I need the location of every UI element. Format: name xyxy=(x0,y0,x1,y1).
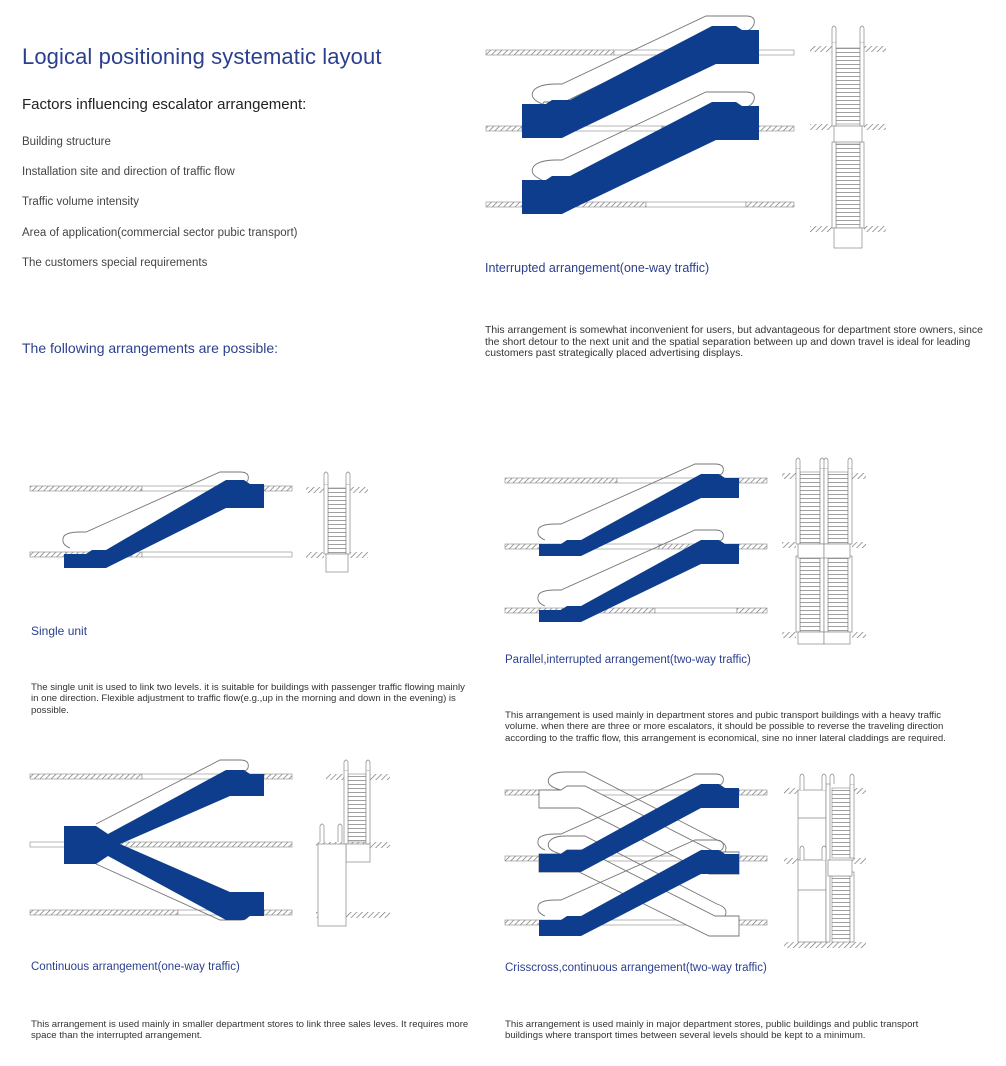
continuous-side-view-diagram xyxy=(30,760,300,930)
caption-interrupted: Interrupted arrangement(one-way traffic) xyxy=(485,261,710,275)
factor-item: Building structure xyxy=(22,136,111,148)
factor-item: Installation site and direction of traffic flow xyxy=(22,166,235,178)
continuous-front-view-diagram xyxy=(316,760,392,930)
description-parallel: This arrangement is used mainly in department stores and pubic transport buildings with a heavy traffic volume. when there are three or more escalators, it should be possible to reverse the traveling direction according to the traffic flow, this arrangement is economical, sine no inner lateral claddings are required. xyxy=(505,710,946,744)
caption-crisscross: Crisscross,continuous arrangement(two-way traffic) xyxy=(505,962,767,974)
description-interrupted: This arrangement is somewhat inconvenient for users, but advantageous for department store owners, since the short detour to the next unit and the spatial separation between up and down travel is ideal for leading customers past strategically placed advertising displays. xyxy=(485,325,983,360)
factor-item: Area of application(commercial sector pubic transport) xyxy=(22,227,298,239)
crisscross-front-view-diagram xyxy=(784,770,874,950)
caption-continuous: Continuous arrangement(one-way traffic) xyxy=(31,961,240,973)
arrangements-heading: The following arrangements are possible: xyxy=(22,340,279,356)
factor-item: Traffic volume intensity xyxy=(22,196,139,208)
interrupted-front-view-diagram xyxy=(810,28,890,253)
single-front-view-diagram xyxy=(306,472,372,574)
page-title: Logical positioning systematic layout xyxy=(22,44,382,69)
crisscross-side-view-diagram xyxy=(505,770,775,942)
description-crisscross: This arrangement is used mainly in major department stores, public buildings and public transport buildings where transport times between several levels should be kept to a minimum. xyxy=(505,1019,919,1042)
factors-heading: Factors influencing escalator arrangement: xyxy=(22,96,307,113)
caption-parallel: Parallel,interrupted arrangement(two-way traffic) xyxy=(505,654,751,666)
factor-item: The customers special requirements xyxy=(22,257,208,269)
description-single: The single unit is used to link two levels. it is suitable for buildings with passenger traffic flowing mainly in one direction. Flexible adjustment to traffic flow(e.g.,up in the morning and down in the evening) is possible. xyxy=(31,682,465,716)
parallel-side-view-diagram xyxy=(505,462,775,632)
single-side-view-diagram xyxy=(30,470,300,575)
description-continuous: This arrangement is used mainly in smaller department stores to link three sales leves. It requires more space than the interrupted arrangement. xyxy=(31,1019,469,1042)
parallel-front-view-diagram xyxy=(782,458,872,648)
caption-single: Single unit xyxy=(31,624,88,638)
interrupted-side-view-diagram xyxy=(484,28,814,213)
